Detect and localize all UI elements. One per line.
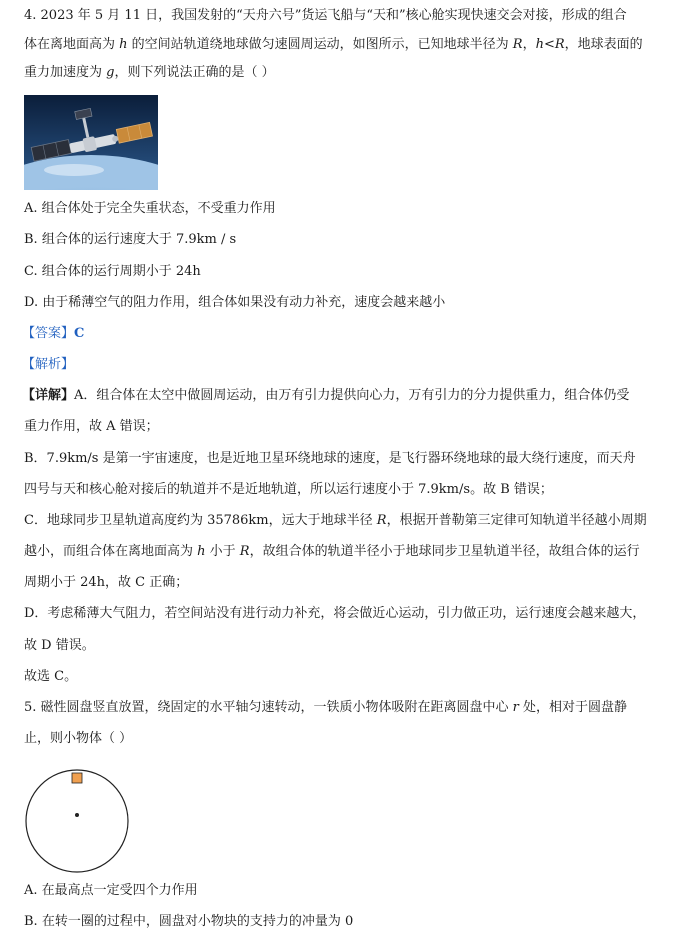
- q4-option-b: B. 组合体的运行速度大于 7.9km / s: [24, 232, 237, 247]
- answer-label: 【答案】: [22, 326, 75, 341]
- q4-option-d: D. 由于稀薄空气的阻力作用，组合体如果没有动力补充，速度会越来越小: [24, 295, 446, 310]
- q4-option-a: A. 组合体处于完全失重状态，不受重力作用: [24, 201, 276, 216]
- analysis-label: 【解析】: [22, 357, 75, 372]
- answer-line: [22, 325, 84, 343]
- iron-block: [72, 773, 82, 783]
- detail-a-line2: 重力作用，故 A 错误；: [24, 419, 159, 434]
- detail-b-line2: 四号与天和核心舱对接后的轨道并不是近地轨道，所以运行速度小于 7.9km/s。故 B 错误；: [24, 482, 553, 497]
- q5-option-b: B. 在转一圈的过程中，圆盘对小物块的支持力的冲量为 0: [24, 914, 354, 929]
- disk-center: [75, 813, 79, 817]
- q4-stem-line1: 4. 2023 年 5 月 11 日，我国发射的“天舟六号”货运飞船与“天和”核心舱实现快速交会对接，形成的组合: [24, 8, 627, 23]
- disk-circle: [26, 770, 128, 872]
- answer-value: C: [74, 326, 85, 341]
- space-station-image: [24, 95, 158, 190]
- q5-option-a: A. 在最高点一定受四个力作用: [24, 883, 198, 898]
- q4-stem-line3: 重力加速度为 g，则下列说法正确的是（ ）: [24, 65, 275, 80]
- detail-d-line1: D．考虑稀薄大气阻力，若空间站没有进行动力补充，将会做近心运动，引力做正功，运行速度会越来越大，: [24, 606, 646, 621]
- detail-c-line2: 越小，而组合体在离地面高为 h 小于 R，故组合体的轨道半径小于地球同步卫星轨道半径，故组合体的运行: [24, 544, 640, 559]
- detail-d-line2: 故 D 错误。: [24, 638, 95, 653]
- detail-b-line1: B．7.9km/s 是第一宇宙速度，也是近地卫星环绕地球的速度，是飞行器环绕地球的最大绕行速度，而天舟: [24, 451, 636, 466]
- q5-stem-line1: 5. 磁性圆盘竖直放置，绕固定的水平轴匀速转动，一铁质小物体吸附在距离圆盘中心 r 处，相对于圆盘静: [24, 700, 628, 715]
- q4-option-c: C. 组合体的运行周期小于 24h: [24, 264, 201, 279]
- detail-c-line3: 周期小于 24h，故 C 正确；: [24, 575, 189, 590]
- detail-label: 【详解】: [22, 388, 75, 403]
- conclusion: 故选 C。: [24, 669, 78, 684]
- q4-stem-line2: 体在离地面高为 h 的空间站轨道绕地球做匀速圆周运动，如图所示，已知地球半径为 R，h<R，地球表面的: [24, 37, 643, 52]
- detail-c-line1: C．地球同步卫星轨道高度约为 35786km，远大于地球半径 R，根据开普勒第三定律可知轨道半径越小周期: [24, 513, 647, 528]
- detail-a-line1: 【详解】A．组合体在太空中做圆周运动，由万有引力提供向心力，万有引力的分力提供重力，组合体仍受: [22, 388, 630, 403]
- magnetic-disk-diagram: [24, 768, 130, 874]
- q5-stem-line2: 止，则小物体（ ）: [24, 731, 133, 746]
